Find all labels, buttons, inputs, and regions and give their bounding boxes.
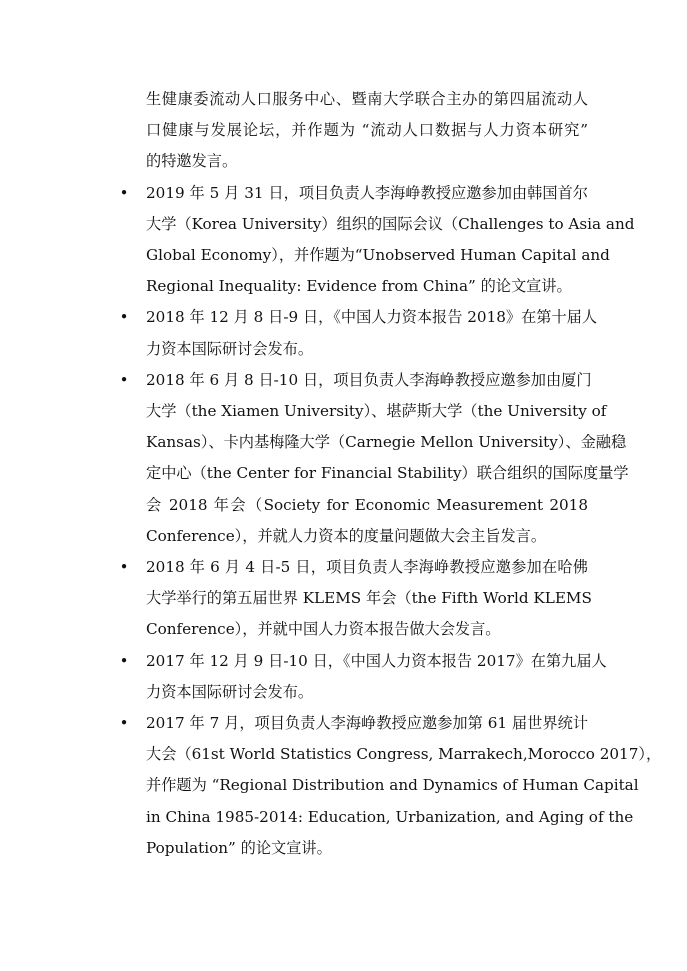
text-line: Regional Inequality: Evidence from China” 的论文宣讲。 — [146, 277, 572, 296]
text-line: 2018 年 6 月 4 日-5 日，项目负责人李海峥教授应邀参加在哈佛 — [146, 558, 588, 576]
text-line: 的特邀发言。 — [146, 152, 238, 171]
text-line: 2017 年 7 月，项目负责人李海峥教授应邀参加第 61 届世界统计 — [146, 714, 588, 732]
bullet-icon: • — [119, 651, 129, 670]
bullet-icon: • — [119, 370, 129, 389]
bullet-icon: • — [119, 183, 129, 202]
text-line: 2018 年 6 月 8 日-10 日，项目负责人李海峥教授应邀参加由厦门 — [146, 370, 592, 389]
text-line: 并作题为 “Regional Distribution and Dynamics of Human Capital — [146, 776, 639, 795]
text-line: in China 1985-2014: Education, Urbanization, and Aging of the — [146, 807, 634, 826]
list-item — [146, 302, 598, 364]
text-line: Global Economy），并作题为“Unobserved Human Capital and — [146, 245, 610, 264]
intro-paragraph — [146, 84, 588, 178]
bullet-icon: • — [119, 714, 129, 732]
text-line: Conference），并就人力资本的度量问题做大会主旨发言。 — [146, 526, 547, 545]
list-item — [146, 552, 592, 646]
text-line: 大学举行的第五届世界 KLEMS 年会（the Fifth World KLEMS — [146, 589, 592, 608]
bullet-icon: • — [119, 308, 129, 327]
text-line: 会 2018 年会（Society for Economic Measurement 2018 — [146, 495, 588, 514]
text-line: 大会（61st World Statistics Congress, Marrakech,Morocco 2017）， — [146, 745, 662, 764]
text-line: 大学（the Xiamen University）、堪萨斯大学（the University of — [146, 401, 607, 420]
list-item — [146, 365, 629, 552]
text-line: Population” 的论文宣讲。 — [146, 838, 332, 857]
list-item — [146, 646, 607, 708]
text-line: 大学（Korea University）组织的国际会议（Challenges to Asia and — [146, 214, 635, 233]
list-item — [146, 708, 662, 864]
text-line: 2019 年 5 月 31 日，项目负责人李海峥教授应邀参加由韩国首尔 — [146, 183, 588, 202]
text-line: 2017 年 12 月 9 日-10 日，《中国人力资本报告 2017》在第九届人 — [146, 651, 607, 670]
text-line: 口健康与发展论坛，并作题为 “流动人口数据与人力资本研究” — [146, 121, 588, 140]
bullet-icon: • — [119, 558, 129, 576]
text-line: Kansas）、卡内基梅隆大学（Carnegie Mellon University）、金融稳 — [146, 433, 627, 452]
text-line: Conference），并就中国人力资本报告做大会发言。 — [146, 620, 501, 639]
text-line: 生健康委流动人口服务中心、暨南大学联合主办的第四届流动人 — [146, 90, 588, 108]
text-line: 2018 年 12 月 8 日-9 日，《中国人力资本报告 2018》在第十届人 — [146, 308, 598, 327]
text-line: 定中心（the Center for Financial Stability）联合组织的国际度量学 — [146, 464, 629, 483]
text-line: 力资本国际研讨会发布。 — [146, 339, 314, 358]
text-line: 力资本国际研讨会发布。 — [146, 682, 314, 701]
list-item — [146, 178, 635, 303]
